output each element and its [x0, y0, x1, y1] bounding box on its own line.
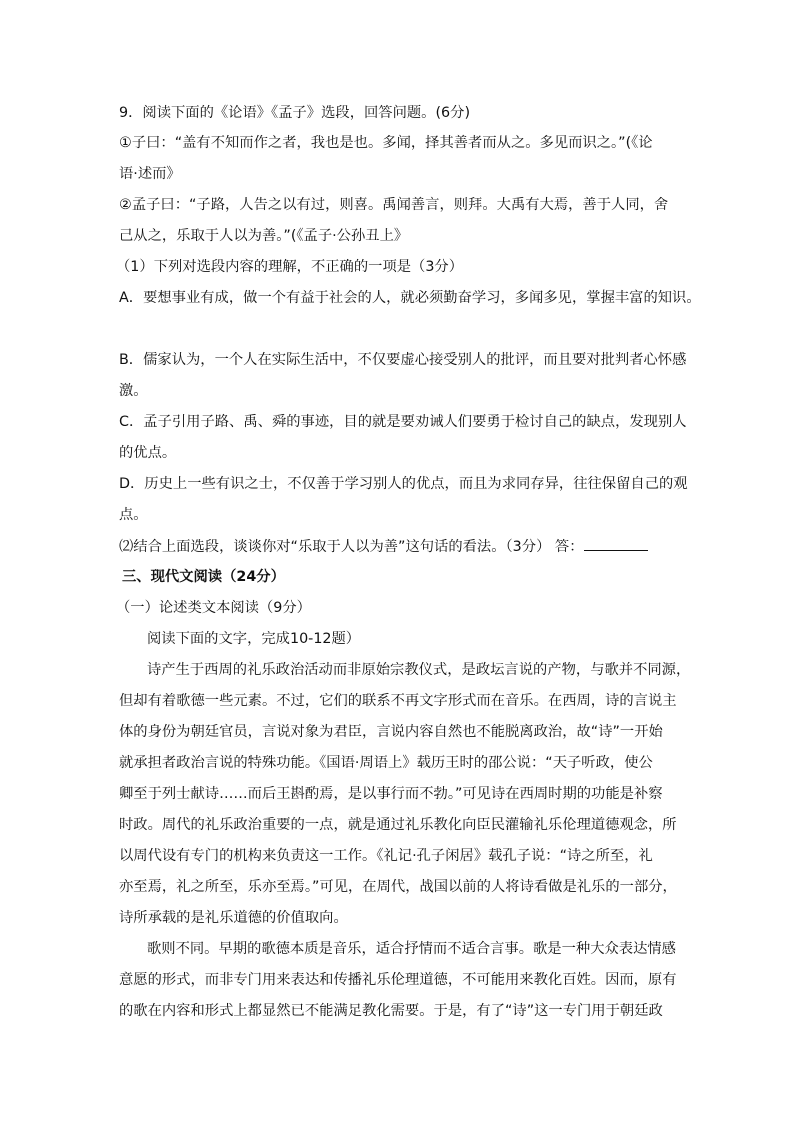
section-3-title: 三、现代文阅读（24分）: [122, 569, 285, 585]
option-b-line-1: B．儒家认为，一个人在实际生活中，不仅要虚心接受别人的批评，而且要对批判者心怀感: [119, 352, 687, 368]
option-d-line-1: D．历史上一些有识之士，不仅善于学习别人的优点，而且为求同存异，往往保留自己的观: [119, 476, 688, 492]
passage-2-line-1: ②孟子曰：“子路，人告之以有过，则喜。禹闻善言，则拜。大禹有大焉，善于人同，舍: [119, 197, 669, 213]
option-c-line-2: 的优点。: [119, 445, 177, 461]
article-p1-line-8: 亦至焉，礼之所至，乐亦至焉。”可见，在周代，战国以前的人将诗看做是礼乐的一部分，: [119, 879, 677, 895]
article-p1-line-3: 体的身份为朝廷官员，言说对象为君臣，言说内容自然也不能脱离政治，故“诗”一开始: [119, 724, 663, 740]
option-c-line-1: C．孟子引用子路、禹、舜的事迹，目的就是要劝诫人们要勇于检讨自己的缺点，发现别人: [119, 414, 687, 430]
option-b-line-2: 激。: [119, 383, 148, 399]
sub-question-1-stem: （1）下列对选段内容的理解，不正确的一项是（3分）: [116, 259, 464, 275]
article-p2-line-3: 的歌在内容和形式上都显然已不能满足教化需要。于是，有了“诗”这一专门用于朝廷政: [119, 1003, 663, 1019]
part-1-title: （一）论述类文本阅读（9分）: [116, 600, 311, 616]
passage-2-line-2: 己从之，乐取于人以为善。”(《孟子·公孙丑上》: [119, 228, 409, 244]
article-p1-line-9: 诗所承载的是礼乐道德的价值取向。: [119, 910, 348, 926]
article-p1-line-2: 但却有着歌德一些元素。不过，它们的联系不再文字形式而在音乐。在西周，诗的言说主: [119, 693, 677, 709]
article-p1-line-1: 诗产生于西周的礼乐政治活动而非原始宗教仪式，是政坛言说的产物，与歌并不同源，: [147, 662, 691, 678]
sub-question-2: [119, 536, 648, 557]
article-p1-line-6: 时政。周代的礼乐政治重要的一点，就是通过礼乐教化向臣民灌输礼乐伦理道德观念，所: [119, 817, 677, 833]
sub-question-2-text: ⑵结合上面选段，谈谈你对“乐取于人以为善”这句话的看法。（3分） 答：: [119, 539, 584, 555]
option-a: A．要想事业有成，做一个有益于社会的人，就必须勤奋学习，多闻多见，掌握丰富的知识。: [119, 290, 701, 306]
article-p1-line-4: 就承担者政治言说的特殊功能。《国语·周语上》载历王时的邵公说：“天子听政，使公: [119, 755, 653, 771]
article-p2-line-2: 意愿的形式，而非专门用来表达和传播礼乐伦理道德，不可能用来教化百姓。因而，原有: [119, 972, 677, 988]
article-p1-line-7: 以周代设有专门的机构来负责这一工作。《礼记·孔子闲居》载孔子说：“诗之所至，礼: [119, 848, 653, 864]
option-d-line-2: 点。: [119, 507, 148, 523]
article-p1-line-5: 卿至于列士献诗……而后王斟酌焉，是以事行而不勃。”可见诗在西周时期的功能是补察: [119, 786, 663, 802]
article-p2-line-1: 歌则不同。早期的歌德本质是音乐，适合抒情而不适合言事。歌是一种大众表达情感: [147, 941, 676, 957]
reading-instruction: 阅读下面的文字，完成10-12题）: [147, 631, 361, 647]
passage-1-line-2: 语·述而》: [119, 166, 181, 182]
question-9-stem: 9．阅读下面的《论语》《孟子》选段，回答问题。(6分): [119, 105, 471, 121]
answer-blank[interactable]: [584, 536, 648, 551]
passage-1-line-1: ①子曰：“盖有不知而作之者，我也是也。多闻，择其善者而从之。多见而识之。”(《论: [119, 135, 653, 151]
